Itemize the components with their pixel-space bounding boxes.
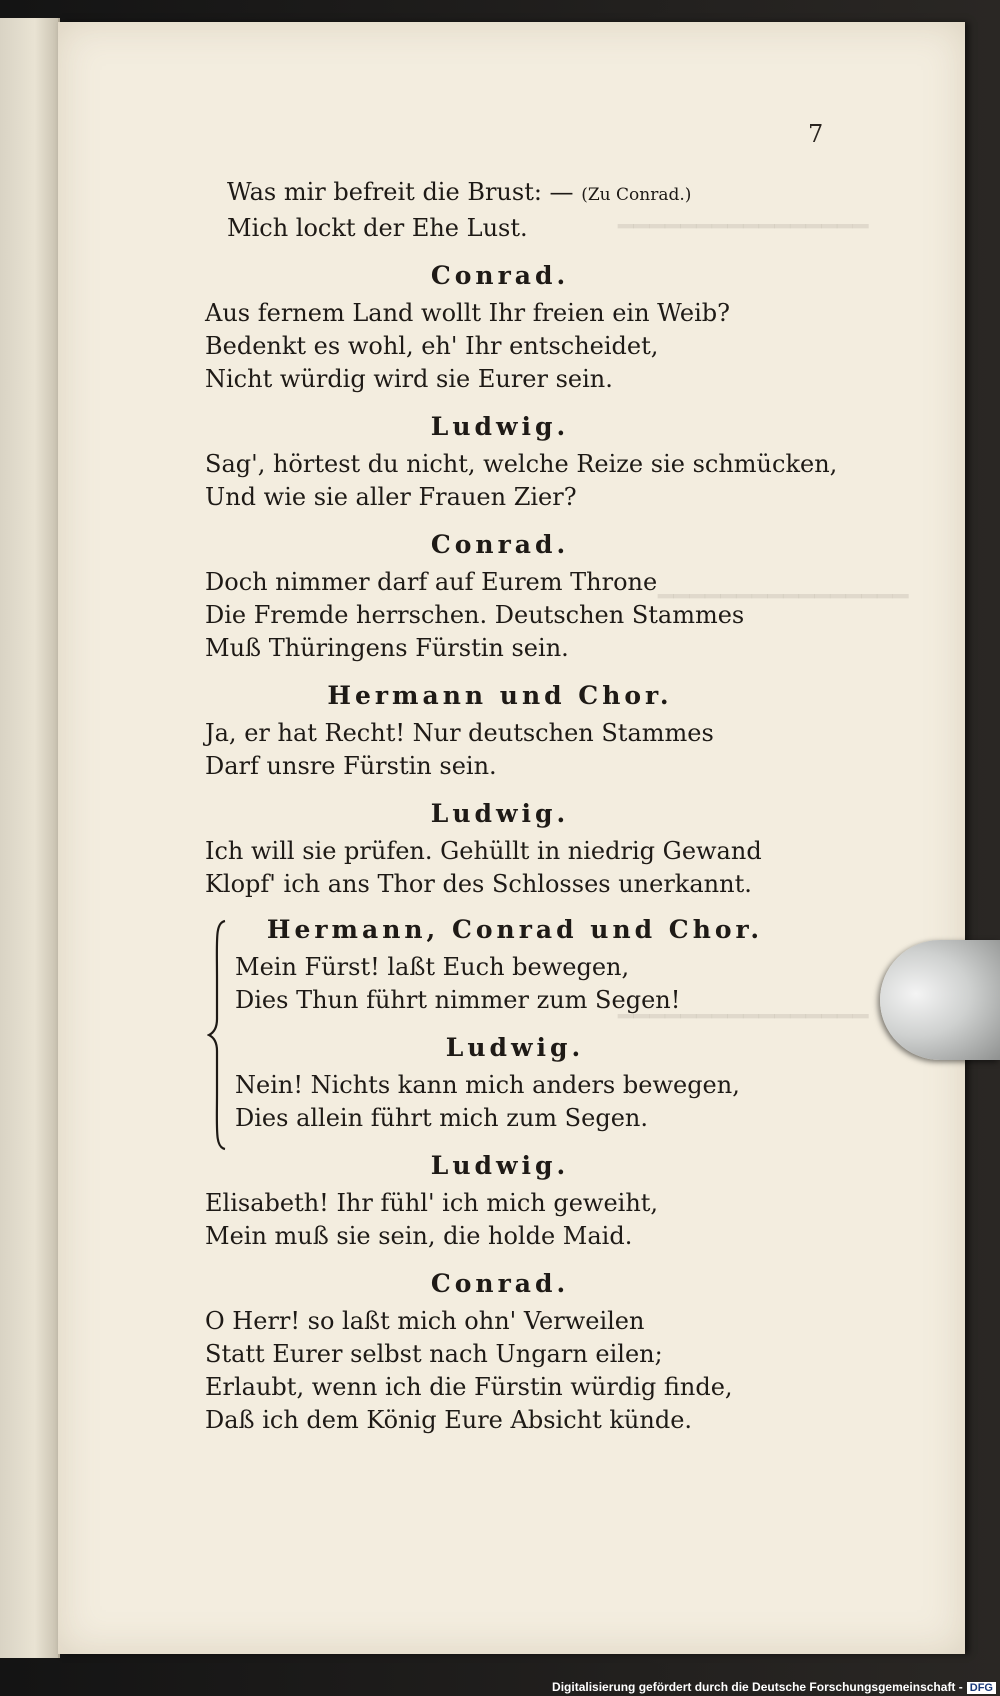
speaker-heading: Conrad.	[430, 1269, 570, 1298]
verse-line: Dies Thun führt nimmer zum Segen!	[235, 986, 681, 1014]
previous-page-edge	[0, 18, 60, 1658]
verse-line: Und wie sie aller Frauen Zier?	[205, 483, 577, 511]
speaker-heading: Ludwig.	[430, 412, 570, 441]
verse-line: Elisabeth! Ihr fühl' ich mich geweiht,	[205, 1189, 659, 1217]
digitization-credit	[552, 1680, 996, 1694]
show-through-text: ━━━━━━━━━━━━━━━━	[618, 1002, 869, 1032]
speaker-heading: Ludwig.	[445, 1033, 585, 1062]
speaker-heading: Conrad.	[430, 530, 570, 559]
verse-line: O Herr! so laßt mich ohn' Verweilen	[205, 1307, 645, 1335]
curly-brace-icon	[207, 919, 229, 1151]
verse-line: Mein muß sie sein, die holde Maid.	[205, 1222, 633, 1250]
verse-line: Die Fremde herrschen. Deutschen Stammes	[205, 601, 745, 629]
verse-line: Muß Thüringens Fürstin sein.	[205, 634, 569, 662]
libretto-text	[205, 176, 838, 1437]
dfg-logo: DFG	[967, 1682, 996, 1694]
verse-line: Doch nimmer darf auf Eurem Throne	[205, 568, 658, 596]
verse-line: Statt Eurer selbst nach Ungarn eilen;	[205, 1340, 663, 1368]
speaker-heading: Hermann, Conrad und Chor.	[266, 915, 764, 944]
speaker-heading: Ludwig.	[430, 799, 570, 828]
verse-line: Erlaubt, wenn ich die Fürstin würdig finde,	[205, 1373, 733, 1401]
verse-line: Daß ich dem König Eure Absicht künde.	[205, 1406, 693, 1434]
verse-line: Mich lockt der Ehe Lust.	[227, 214, 528, 242]
verse-line: Nicht würdig wird sie Eurer sein.	[205, 365, 613, 393]
verse-line: Klopf' ich ans Thor des Schlosses unerkannt.	[205, 870, 752, 898]
simultaneous-passage	[205, 913, 795, 1135]
verse-line: Aus fernem Land wollt Ihr freien ein Weib?	[205, 299, 730, 327]
verse-line: Ja, er hat Recht! Nur deutschen Stammes	[205, 719, 714, 747]
speaker-heading: Hermann und Chor.	[327, 681, 673, 710]
stage-direction: (Zu Conrad.)	[581, 185, 692, 205]
verse-text: Was mir befreit die Brust: —	[227, 178, 574, 206]
verse-line: Ich will sie prüfen. Gehüllt in niedrig Gewand	[205, 837, 762, 865]
verse-line: Bedenkt es wohl, eh' Ihr entscheidet,	[205, 332, 659, 360]
verse-line: Darf unsre Fürstin sein.	[205, 752, 497, 780]
page-number: 7	[808, 120, 824, 148]
show-through-text: ━━━━━━━━━━━━━━━━	[658, 582, 909, 612]
show-through-text: ━━━━━━━━━━━━━━━━	[618, 212, 869, 242]
verse-line: Sag', hörtest du nicht, welche Reize sie schmücken,	[205, 450, 838, 478]
verse-line	[205, 176, 795, 212]
verse-line: Mein Fürst! laßt Euch bewegen,	[235, 953, 630, 981]
speaker-heading: Ludwig.	[430, 1151, 570, 1180]
verse-line: Dies allein führt mich zum Segen.	[235, 1104, 648, 1132]
verse-line: Nein! Nichts kann mich anders bewegen,	[235, 1071, 740, 1099]
speaker-heading: Conrad.	[430, 261, 570, 290]
page-clip	[880, 940, 1000, 1060]
credit-text: Digitalisierung gefördert durch die Deutsche Forschungsgemeinschaft -	[552, 1680, 963, 1694]
